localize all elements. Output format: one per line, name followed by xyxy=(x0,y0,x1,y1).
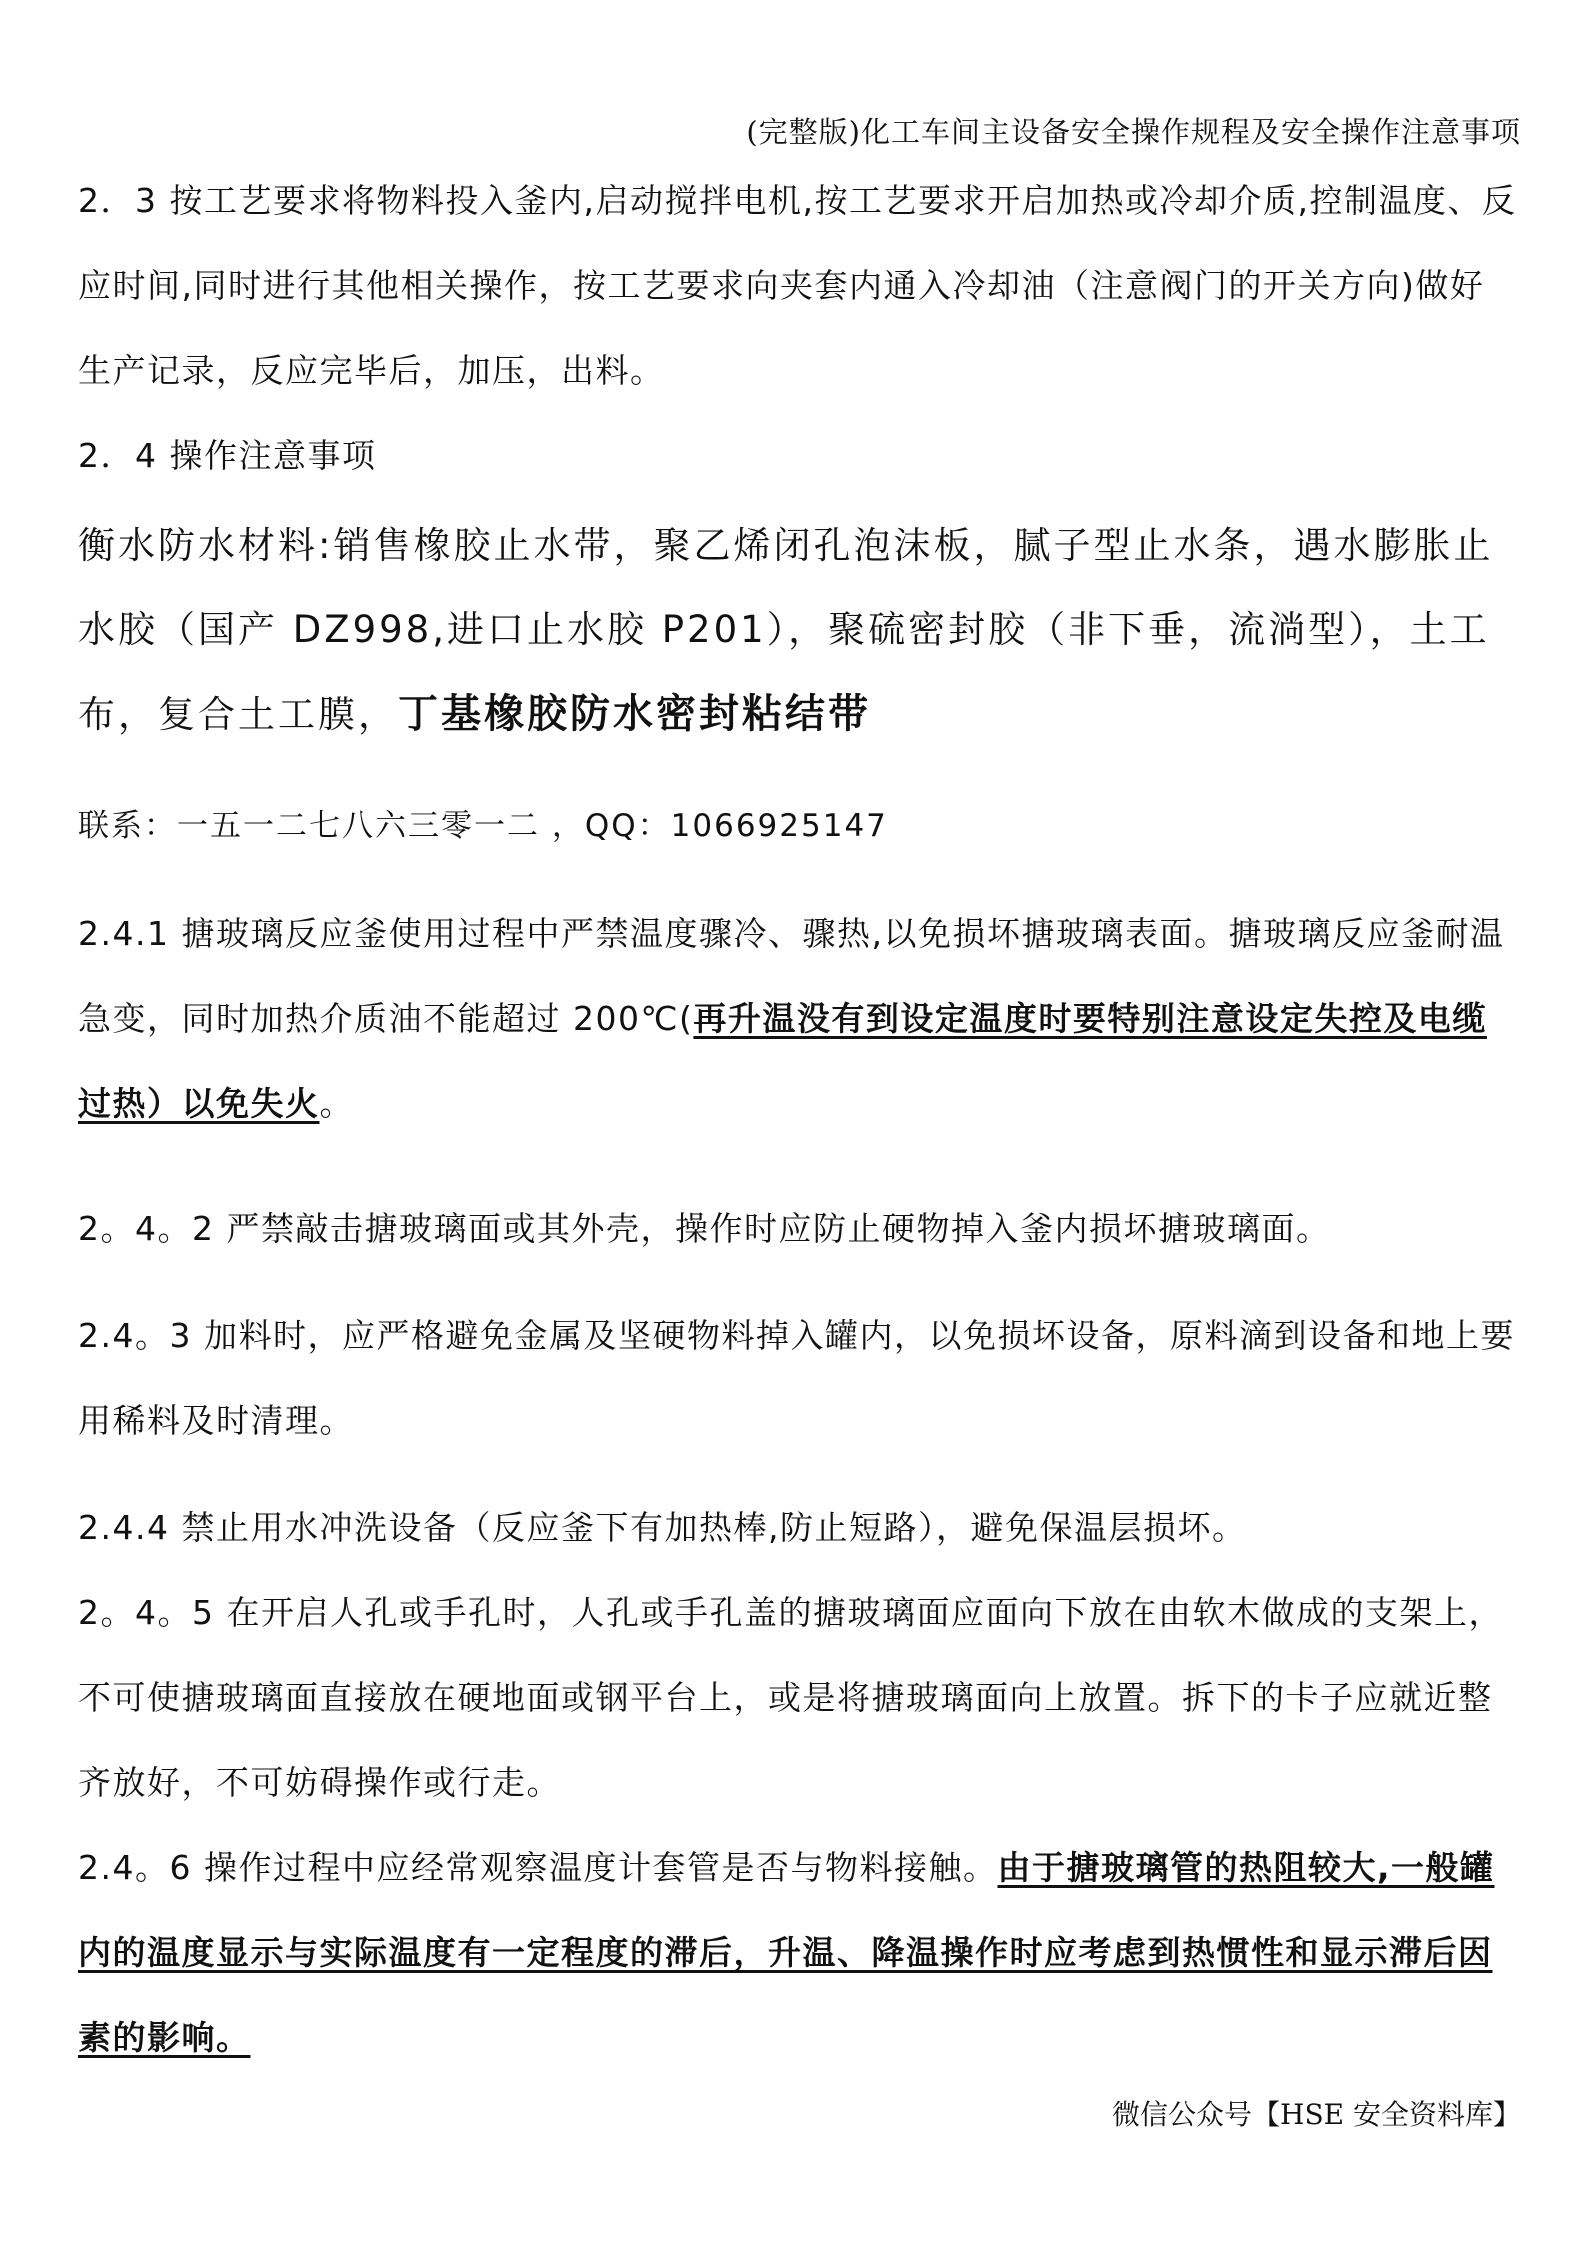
section-2-4-1-text: 2.4.1 搪玻璃反应釜使用过程中严禁温度骤冷、骤热,以免损坏搪玻璃表面。搪玻璃反应釜耐温急变，同时加热介质油不能超过 200℃( xyxy=(78,914,1505,1038)
section-2-4-6-text: 2.4。6 操作过程中应经常观察温度计套管是否与物料接触。 xyxy=(78,1848,998,1887)
section-2-4-6 xyxy=(78,1825,1518,2080)
section-2-4-5: 2。4。5 在开启人孔或手孔时，人孔或手孔盖的搪玻璃面应面向下放在由软木做成的支架上，不可使搪玻璃面直接放在硬地面或钢平台上，或是将搪玻璃面向上放置。拆下的卡子应就近整齐放好，不可妨碍操作或行走。 xyxy=(78,1593,1503,1802)
section-2-4-2: 2。4。2 严禁敲击搪玻璃面或其外壳，操作时应防止硬物掉入釜内损坏搪玻璃面。 xyxy=(78,1209,1331,1248)
spacer xyxy=(78,1271,1518,1293)
page-header-title: (完整版)化工车间主设备安全操作规程及安全操作注意事项 xyxy=(746,115,1521,149)
section-2-4-6-emphasis: 由于搪玻璃管的热阻较大,一般罐内的温度显示与实际温度有一定程度的滞后，升温、降温操作时应考虑到热惯性和显示滞后因素的影响。 xyxy=(78,1848,1495,2057)
section-2-4-1-tail: 。 xyxy=(319,1084,354,1123)
section-2-4-1 xyxy=(78,891,1518,1146)
contact-line: 联系：一五一二七八六三零一二 ，QQ：1066925147 xyxy=(78,808,888,844)
advertisement-paragraph xyxy=(78,504,1518,757)
page-footer-source: 微信公众号【HSE 安全资料库】 xyxy=(1112,2098,1521,2131)
document-body xyxy=(78,158,1518,2080)
section-2-4-1-emphasis: 再升温没有到设定温度时要特别注意设定失控及电缆过热）以免失火 xyxy=(78,999,1487,1123)
section-2-4-4: 2.4.4 禁止用水冲洗设备（反应釜下有加热棒,防止短路），避免保温层损坏。 xyxy=(78,1508,1247,1547)
section-2-4-3: 2.4。3 加料时，应严格避免金属及坚硬物料掉入罐内，以免损坏设备，原料滴到设备和地上要用稀料及时清理。 xyxy=(78,1316,1515,1440)
spacer xyxy=(78,1146,1518,1186)
spacer xyxy=(78,1463,1518,1485)
advertisement-strong-text: 丁基橡胶防水密封粘结带 xyxy=(398,691,871,737)
spacer xyxy=(78,851,1518,891)
advertisement-text: 衡水防水材料:销售橡胶止水带，聚乙烯闭孔泡沫板，腻子型止水条，遇水膨胀止水胶（国产 DZ998,进口止水胶 P201），聚硫密封胶（非下垂，流淌型），土工布，复合土工膜， xyxy=(78,524,1494,736)
section-2-4-heading: 2．4 操作注意事项 xyxy=(78,436,377,475)
section-2-3: 2．3 按工艺要求将物料投入釜内,启动搅拌电机,按工艺要求开启加热或冷却介质,控制温度、反应时间,同时进行其他相关操作，按工艺要求向夹套内通入冷却油（注意阀门的开关方向)做好生产记录，反应完毕后，加压，出料。 xyxy=(78,181,1517,390)
